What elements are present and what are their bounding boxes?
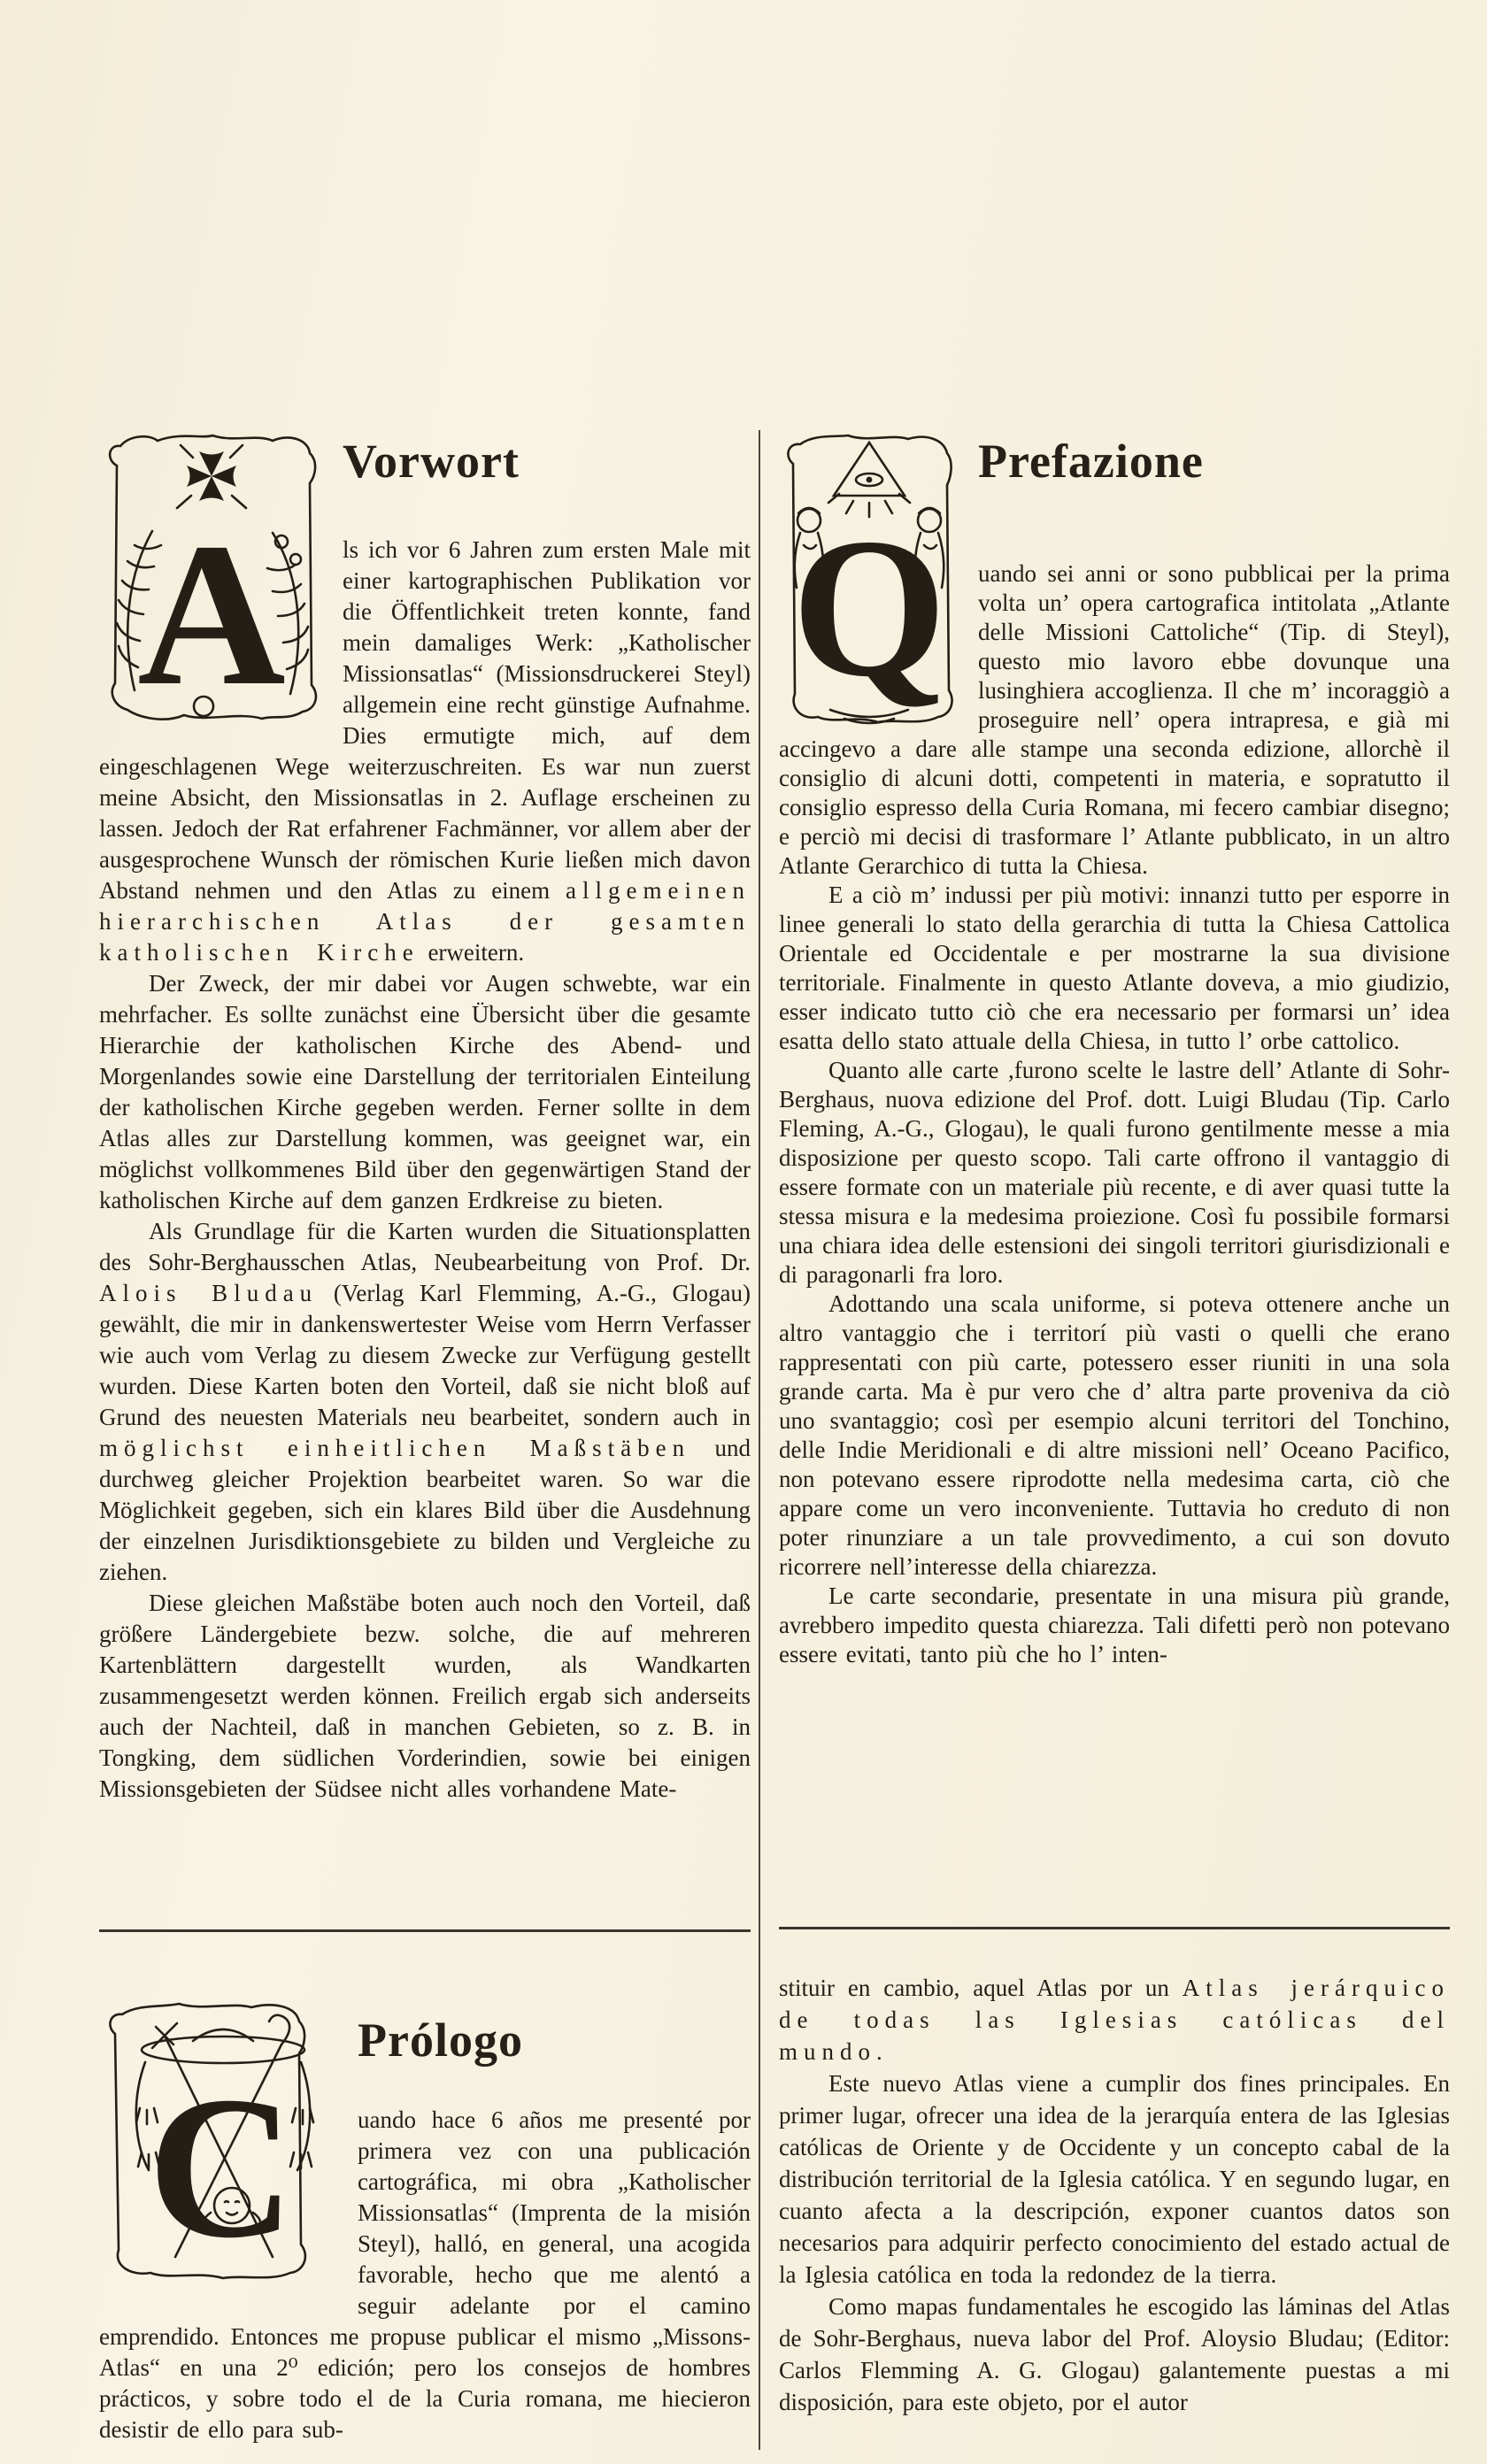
paragraph: Als Grundlage für die Karten wurden die Situationsplatten des Sohr-Berghausschen Atlas, Neubearbeitung von Prof. Dr. Alois Bludau (Verlag Karl Flemming, A.-G., Glogau) gewählt, die mir in dankenswertester Weise vom Herrn Verfasser wie auch vom Verlag zu diesem Zwecke zur Verfügung gestellt wurden. Diese Karten boten den Vorteil, daß sie nicht bloß auf Grund des neuesten Materials neu bearbeitet, sondern auch in möglichst einheitlichen Maßstäben und durchweg gleicher Projektion bearbeitet waren. So war die Möglichkeit gegeben, sich ein klares Bild über die Ausdehnung der einzelnen Jurisdiktionsgebiete zu bilden und Vergleiche zu ziehen. — [99, 1218, 751, 1585]
paragraph: Diese gleichen Maßstäbe boten auch noch den Vorteil, daß größere Ländergebiete bezw. solche, die auf mehreren Kartenblättern dargestellt wurden, als Wandkarten zusammengesetzt werden können. Freilich ergab sich anderseits auch der Nachteil, daß in manchen Gebieten, so z. B. in Tongking, dem südlichen Vorderindien, sowie bei einigen Missionsgebieten der Südsee nicht alles vorhandene Mate- — [99, 1590, 751, 1802]
cross-pattee-icon — [177, 445, 246, 508]
paragraph: Este nuevo Atlas viene a cumplir dos fines principales. En primer lugar, ofrecer una idea de la jerarquía entera de las Iglesias católicas de Oriente y de Occidente y un concepto cabal de la distribución territorial de la Iglesia católica. Y en segundo lugar, en cuanto afecta a la descripción, exponer cuantos datos son necesarios para adquirir perfecto conocimiento del estado actual de la Iglesia católica en toda la redondez de la tierra. — [779, 2070, 1450, 2288]
paragraph: Le carte secondarie, presentate in una misura più grande, avrebbero impedito questa chiarezza. Tali difetti però non potevano essere evitati, tanto più che ho l’ inten- — [779, 1582, 1450, 1667]
paragraph: stituir en cambio, aquel Atlas por un Atlas jerárquico de todas las Iglesias católicas del mundo. — [779, 1975, 1450, 2065]
drop-cap-letter: A — [137, 501, 286, 720]
drop-cap-q-woodcut — [779, 428, 960, 729]
paragraph: Adottando una scala uniforme, si poteva ottenere anche un altro vantaggio che i territorí più vasti o quelli che erano rappresentati con più carte, potessero esser riuniti in una sola grande carta. Ma è pur vero che d’ altra parte proveniva da ciò uno svantaggio; così per esempio alcuni territori del Tonchino, delle Indie Meridionali e di altre missioni nell’ Oceano Pacifico, non potevano essere riprodotte nella medesima carta, ciò che appare come un vero inconveniente. Tuttavia ho creduto di non poter rinunziare a un tale provvedimento, a cui son dovuto ricorrere nell’interesse della chiarezza. — [779, 1290, 1450, 1580]
paragraph: E a ciò m’ indussi per più motivi: innanzi tutto per esporre in linee generali lo stato della gerarchia di tutta la Chiesa Cattolica Orientale ed Occidentale e per mostrarne la sua divisione territoriale. Finalmente in questo Atlante doveva, a mio giudizio, esser indicato tutto ciò che era necessario per formarsi un’ idea esatta dello stato attuale della Chiesa, in tutto l’ orbe cattolico. — [779, 882, 1450, 1054]
column-divider — [759, 430, 760, 2450]
heading-prologo: Prólogo — [358, 2014, 523, 2067]
drop-cap-letter: C — [147, 2054, 296, 2280]
paragraph: Quanto alle carte ,furono scelte le lastre dell’ Atlante di Sohr-Berghaus, nuova edizione del Prof. dott. Luigi Bludau (Tip. Carlo Fleming, A.-G., Glogau), le quali furono gentilmente messe a mia disposizione per questo scopo. Tali carte offrono il vantaggio di essere formate con un materiale più recente, e di aver quasi tutte la stessa misura e la medesima proiezione. Così fu possibile formarsi una chiara idea delle estensioni dei singoli territori giurisdizionali e di paragonarli fra loro. — [779, 1057, 1450, 1288]
paragraph: uando hace 6 años me presenté por primera vez con una publicación cartográfica, mi obra „Katholischer Missionsatlas“ (Imprenta de la misión Steyl), halló, en general, una acogida favorable, hecho que me alentó a seguir adelante por el camino emprendido. Entonces me propuse publicar el mismo „Missons-Atlas“ en una 2⁰ edición; pero los consejos de hombres prácticos, y sobre todo el de la Curia romana, me hiecieron desistir de ello para sub- — [99, 2106, 751, 2443]
paragraph: uando sei anni or sono pubblicai per la prima volta un’ opera cartografica intitolata „Atlante delle Missioni Cattoliche“ (Tip. di Steyl), questo mio lavoro ebbe dovunque una lusinghiera accoglienza. Il che m’ incoraggiò a proseguire nell’ opera intrapresa, e già mi accingevo a dare alle stampe una seconda edizione, allorchè il consiglio di alcuni dotti, competenti in materia, e sopratutto il consiglio espresso della Curia Romana, mi fecero cambiar disegno; e perciò mi decisi di trasformare l’ Atlante pubblicato, in un altro Atlante Gerarchico di tutta la Chiesa. — [779, 560, 1450, 879]
section-rule-left — [99, 1929, 751, 1932]
drop-cap-c-woodcut — [99, 1995, 340, 2287]
section-vorwort — [99, 425, 751, 1805]
heading-prefazione: Prefazione — [978, 435, 1204, 488]
drop-cap-letter: Q — [791, 497, 947, 718]
vorwort-text — [99, 535, 751, 1805]
drop-cap-a-woodcut — [99, 428, 325, 720]
section-prologo-continuation — [779, 1972, 1450, 2418]
paragraph: Como mapas fundamentales he escogido las láminas del Atlas de Sohr-Berghaus, nueva labor del Prof. Aloysio Bludau; (Editor: Carlos Flemming A. G. Glogau) galantemente puestas a mi disposición, para este objeto, por el autor — [779, 2293, 1450, 2415]
section-prologo — [99, 1991, 751, 2445]
paragraph: Der Zweck, der mir dabei vor Augen schwebte, war ein mehrfacher. Es sollte zunächst eine Übersicht über die gesamte Hierarchie der katholischen Kirche des Abend- und Morgenlandes sowie eine Darstellung der territorialen Einteilung der katholischen Kirche gegeben werden. Ferner sollte in dem Atlas alles zur Darstellung kommen, was geeignet war, ein möglichst vollkommenes Bild über den gegenwärtigen Stand der katholischen Kirche auf dem ganzen Erdkreise zu bieten. — [99, 970, 751, 1213]
paragraph: ls ich vor 6 Jahren zum ersten Male mit einer kartographischen Publikation vor die Öffentlichkeit treten konnte, fand mein damaliges Werk: „Katholischer Missionsatlas“ (Missionsdruckerei Steyl) allgemein eine recht günstige Aufnahme. Dies ermutigte mich, auf dem eingeschlagenen Wege weiterzuschreiten. Es war nun zuerst meine Absicht, den Missionsatlas in 2. Auflage erscheinen zu lassen. Jedoch der Rat erfahrener Fachmänner, vor allem aber der ausgesprochene Wunsch der römischen Kurie ließen mich davon Abstand nehmen und den Atlas zu einem allgemeinen hierarchischen Atlas der gesamten katholischen Kirche erweitern. — [99, 536, 751, 966]
section-prefazione — [779, 425, 1450, 1669]
heading-vorwort: Vorwort — [343, 435, 520, 488]
prologo-text-right — [779, 1972, 1450, 2418]
section-rule-right — [779, 1927, 1450, 1929]
